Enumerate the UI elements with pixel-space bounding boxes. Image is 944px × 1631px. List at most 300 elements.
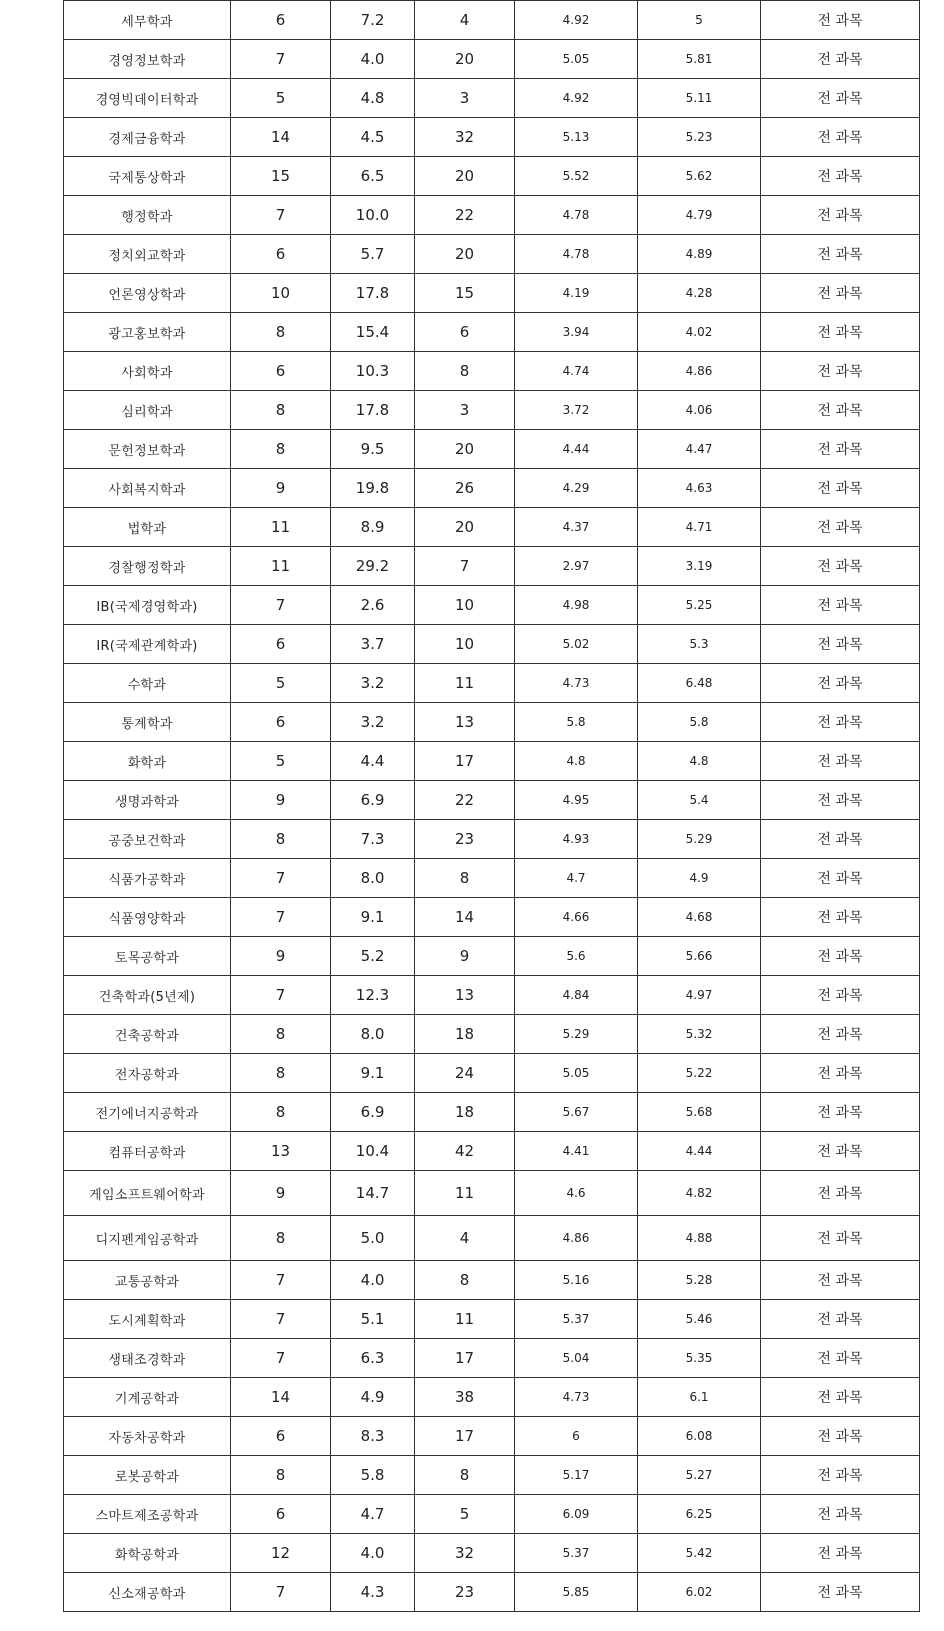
table-row bbox=[64, 625, 920, 664]
admitted-count-cell: 17 bbox=[415, 742, 515, 781]
admitted-count-cell: 17 bbox=[415, 1339, 515, 1378]
admitted-count-cell: 11 bbox=[415, 664, 515, 703]
department-name-cell: 화학공학과 bbox=[64, 1534, 231, 1573]
table-row bbox=[64, 703, 920, 742]
subjects-cell: 전 과목 bbox=[761, 664, 920, 703]
table-row bbox=[64, 547, 920, 586]
grade-cutoff-cell: 5.35 bbox=[638, 1339, 761, 1378]
department-name-cell: 건축공학과 bbox=[64, 1015, 231, 1054]
grade-cutoff-cell: 4.28 bbox=[638, 274, 761, 313]
subjects-cell: 전 과목 bbox=[761, 742, 920, 781]
subjects-cell: 전 과목 bbox=[761, 1261, 920, 1300]
grade-avg-cell: 4.98 bbox=[515, 586, 638, 625]
competition-ratio-cell: 5.7 bbox=[331, 235, 415, 274]
table-row bbox=[64, 1378, 920, 1417]
quota-cell: 8 bbox=[231, 313, 331, 352]
subjects-cell: 전 과목 bbox=[761, 1015, 920, 1054]
competition-ratio-cell: 2.6 bbox=[331, 586, 415, 625]
table-row bbox=[64, 391, 920, 430]
grade-avg-cell: 4.19 bbox=[515, 274, 638, 313]
department-name-cell: 디지펜게임공학과 bbox=[64, 1216, 231, 1261]
grade-avg-cell: 5.6 bbox=[515, 937, 638, 976]
table-row bbox=[64, 508, 920, 547]
department-name-cell: 로봇공학과 bbox=[64, 1456, 231, 1495]
table-row bbox=[64, 1171, 920, 1216]
admitted-count-cell: 15 bbox=[415, 274, 515, 313]
quota-cell: 7 bbox=[231, 898, 331, 937]
grade-avg-cell: 3.72 bbox=[515, 391, 638, 430]
subjects-cell: 전 과목 bbox=[761, 625, 920, 664]
grade-cutoff-cell: 4.97 bbox=[638, 976, 761, 1015]
grade-avg-cell: 5.02 bbox=[515, 625, 638, 664]
grade-avg-cell: 4.29 bbox=[515, 469, 638, 508]
competition-ratio-cell: 8.0 bbox=[331, 859, 415, 898]
grade-avg-cell: 4.92 bbox=[515, 1, 638, 40]
table-row bbox=[64, 859, 920, 898]
table-row bbox=[64, 1132, 920, 1171]
subjects-cell: 전 과목 bbox=[761, 391, 920, 430]
grade-avg-cell: 5.17 bbox=[515, 1456, 638, 1495]
grade-avg-cell: 4.74 bbox=[515, 352, 638, 391]
grade-cutoff-cell: 4.79 bbox=[638, 196, 761, 235]
subjects-cell: 전 과목 bbox=[761, 703, 920, 742]
table-row bbox=[64, 79, 920, 118]
quota-cell: 8 bbox=[231, 1015, 331, 1054]
quota-cell: 15 bbox=[231, 157, 331, 196]
grade-avg-cell: 4.73 bbox=[515, 664, 638, 703]
table-row bbox=[64, 235, 920, 274]
grade-cutoff-cell: 6.25 bbox=[638, 1495, 761, 1534]
competition-ratio-cell: 14.7 bbox=[331, 1171, 415, 1216]
grade-cutoff-cell: 5.32 bbox=[638, 1015, 761, 1054]
grade-avg-cell: 5.67 bbox=[515, 1093, 638, 1132]
admitted-count-cell: 23 bbox=[415, 820, 515, 859]
admitted-count-cell: 4 bbox=[415, 1, 515, 40]
table-row bbox=[64, 898, 920, 937]
grade-cutoff-cell: 5.68 bbox=[638, 1093, 761, 1132]
subjects-cell: 전 과목 bbox=[761, 40, 920, 79]
department-name-cell: 경영정보학과 bbox=[64, 40, 231, 79]
quota-cell: 6 bbox=[231, 625, 331, 664]
quota-cell: 8 bbox=[231, 1456, 331, 1495]
department-name-cell: 국제통상학과 bbox=[64, 157, 231, 196]
competition-ratio-cell: 10.4 bbox=[331, 1132, 415, 1171]
grade-avg-cell: 4.66 bbox=[515, 898, 638, 937]
department-name-cell: 식품가공학과 bbox=[64, 859, 231, 898]
admitted-count-cell: 26 bbox=[415, 469, 515, 508]
admitted-count-cell: 42 bbox=[415, 1132, 515, 1171]
quota-cell: 11 bbox=[231, 547, 331, 586]
grade-cutoff-cell: 5 bbox=[638, 1, 761, 40]
subjects-cell: 전 과목 bbox=[761, 1417, 920, 1456]
table-row bbox=[64, 1, 920, 40]
grade-cutoff-cell: 4.47 bbox=[638, 430, 761, 469]
competition-ratio-cell: 4.3 bbox=[331, 1573, 415, 1612]
grade-avg-cell: 5.05 bbox=[515, 1054, 638, 1093]
grade-cutoff-cell: 5.3 bbox=[638, 625, 761, 664]
subjects-cell: 전 과목 bbox=[761, 586, 920, 625]
subjects-cell: 전 과목 bbox=[761, 1573, 920, 1612]
department-name-cell: 기계공학과 bbox=[64, 1378, 231, 1417]
admitted-count-cell: 5 bbox=[415, 1495, 515, 1534]
admitted-count-cell: 10 bbox=[415, 586, 515, 625]
subjects-cell: 전 과목 bbox=[761, 1054, 920, 1093]
admitted-count-cell: 18 bbox=[415, 1093, 515, 1132]
table-row bbox=[64, 40, 920, 79]
department-name-cell: 생명과학과 bbox=[64, 781, 231, 820]
admitted-count-cell: 23 bbox=[415, 1573, 515, 1612]
table-row bbox=[64, 976, 920, 1015]
grade-avg-cell: 4.86 bbox=[515, 1216, 638, 1261]
department-name-cell: 화학과 bbox=[64, 742, 231, 781]
subjects-cell: 전 과목 bbox=[761, 313, 920, 352]
grade-cutoff-cell: 4.02 bbox=[638, 313, 761, 352]
department-name-cell: 도시계획학과 bbox=[64, 1300, 231, 1339]
admitted-count-cell: 7 bbox=[415, 547, 515, 586]
quota-cell: 5 bbox=[231, 664, 331, 703]
competition-ratio-cell: 19.8 bbox=[331, 469, 415, 508]
admitted-count-cell: 38 bbox=[415, 1378, 515, 1417]
grade-cutoff-cell: 4.8 bbox=[638, 742, 761, 781]
table-row bbox=[64, 1015, 920, 1054]
quota-cell: 6 bbox=[231, 352, 331, 391]
quota-cell: 9 bbox=[231, 1171, 331, 1216]
quota-cell: 5 bbox=[231, 79, 331, 118]
department-name-cell: 통계학과 bbox=[64, 703, 231, 742]
competition-ratio-cell: 17.8 bbox=[331, 391, 415, 430]
admitted-count-cell: 8 bbox=[415, 1261, 515, 1300]
admitted-count-cell: 11 bbox=[415, 1300, 515, 1339]
competition-ratio-cell: 4.0 bbox=[331, 1534, 415, 1573]
grade-avg-cell: 4.84 bbox=[515, 976, 638, 1015]
grade-avg-cell: 5.52 bbox=[515, 157, 638, 196]
department-name-cell: 생태조경학과 bbox=[64, 1339, 231, 1378]
admitted-count-cell: 13 bbox=[415, 976, 515, 1015]
department-name-cell: 경찰행정학과 bbox=[64, 547, 231, 586]
grade-avg-cell: 4.6 bbox=[515, 1171, 638, 1216]
subjects-cell: 전 과목 bbox=[761, 1300, 920, 1339]
quota-cell: 8 bbox=[231, 1093, 331, 1132]
table-row bbox=[64, 1216, 920, 1261]
subjects-cell: 전 과목 bbox=[761, 469, 920, 508]
subjects-cell: 전 과목 bbox=[761, 1, 920, 40]
subjects-cell: 전 과목 bbox=[761, 508, 920, 547]
grade-cutoff-cell: 5.27 bbox=[638, 1456, 761, 1495]
competition-ratio-cell: 17.8 bbox=[331, 274, 415, 313]
quota-cell: 12 bbox=[231, 1534, 331, 1573]
grade-cutoff-cell: 5.4 bbox=[638, 781, 761, 820]
grade-cutoff-cell: 6.08 bbox=[638, 1417, 761, 1456]
competition-ratio-cell: 3.7 bbox=[331, 625, 415, 664]
subjects-cell: 전 과목 bbox=[761, 937, 920, 976]
grade-avg-cell: 2.97 bbox=[515, 547, 638, 586]
table-row bbox=[64, 1054, 920, 1093]
subjects-cell: 전 과목 bbox=[761, 1495, 920, 1534]
subjects-cell: 전 과목 bbox=[761, 1339, 920, 1378]
quota-cell: 9 bbox=[231, 781, 331, 820]
department-name-cell: 수학과 bbox=[64, 664, 231, 703]
department-name-cell: 컴퓨터공학과 bbox=[64, 1132, 231, 1171]
table-row bbox=[64, 664, 920, 703]
grade-avg-cell: 4.92 bbox=[515, 79, 638, 118]
department-name-cell: 자동차공학과 bbox=[64, 1417, 231, 1456]
grade-cutoff-cell: 4.9 bbox=[638, 859, 761, 898]
grade-cutoff-cell: 3.19 bbox=[638, 547, 761, 586]
grade-cutoff-cell: 4.68 bbox=[638, 898, 761, 937]
competition-ratio-cell: 8.0 bbox=[331, 1015, 415, 1054]
quota-cell: 8 bbox=[231, 820, 331, 859]
table-row bbox=[64, 274, 920, 313]
quota-cell: 7 bbox=[231, 586, 331, 625]
grade-avg-cell: 4.8 bbox=[515, 742, 638, 781]
competition-ratio-cell: 15.4 bbox=[331, 313, 415, 352]
subjects-cell: 전 과목 bbox=[761, 820, 920, 859]
quota-cell: 14 bbox=[231, 1378, 331, 1417]
competition-ratio-cell: 3.2 bbox=[331, 664, 415, 703]
admitted-count-cell: 14 bbox=[415, 898, 515, 937]
department-name-cell: 전기에너지공학과 bbox=[64, 1093, 231, 1132]
quota-cell: 7 bbox=[231, 1573, 331, 1612]
admitted-count-cell: 8 bbox=[415, 352, 515, 391]
table-row bbox=[64, 781, 920, 820]
table-row bbox=[64, 1456, 920, 1495]
grade-cutoff-cell: 5.81 bbox=[638, 40, 761, 79]
grade-cutoff-cell: 5.11 bbox=[638, 79, 761, 118]
quota-cell: 11 bbox=[231, 508, 331, 547]
table-row bbox=[64, 118, 920, 157]
grade-avg-cell: 4.41 bbox=[515, 1132, 638, 1171]
competition-ratio-cell: 5.0 bbox=[331, 1216, 415, 1261]
grade-avg-cell: 5.16 bbox=[515, 1261, 638, 1300]
subjects-cell: 전 과목 bbox=[761, 1534, 920, 1573]
grade-avg-cell: 4.37 bbox=[515, 508, 638, 547]
subjects-cell: 전 과목 bbox=[761, 1216, 920, 1261]
competition-ratio-cell: 6.5 bbox=[331, 157, 415, 196]
quota-cell: 9 bbox=[231, 469, 331, 508]
quota-cell: 6 bbox=[231, 1495, 331, 1534]
competition-ratio-cell: 10.3 bbox=[331, 352, 415, 391]
department-name-cell: 전자공학과 bbox=[64, 1054, 231, 1093]
competition-ratio-cell: 7.3 bbox=[331, 820, 415, 859]
grade-avg-cell: 6.09 bbox=[515, 1495, 638, 1534]
department-name-cell: 언론영상학과 bbox=[64, 274, 231, 313]
grade-cutoff-cell: 4.82 bbox=[638, 1171, 761, 1216]
subjects-cell: 전 과목 bbox=[761, 79, 920, 118]
admitted-count-cell: 8 bbox=[415, 1456, 515, 1495]
quota-cell: 6 bbox=[231, 1, 331, 40]
grade-cutoff-cell: 5.66 bbox=[638, 937, 761, 976]
table-row bbox=[64, 937, 920, 976]
table-row bbox=[64, 157, 920, 196]
competition-ratio-cell: 4.8 bbox=[331, 79, 415, 118]
department-name-cell: 공중보건학과 bbox=[64, 820, 231, 859]
admitted-count-cell: 17 bbox=[415, 1417, 515, 1456]
table-row bbox=[64, 196, 920, 235]
subjects-cell: 전 과목 bbox=[761, 118, 920, 157]
department-name-cell: 사회학과 bbox=[64, 352, 231, 391]
subjects-cell: 전 과목 bbox=[761, 196, 920, 235]
competition-ratio-cell: 6.9 bbox=[331, 1093, 415, 1132]
table-row bbox=[64, 742, 920, 781]
grade-cutoff-cell: 4.71 bbox=[638, 508, 761, 547]
department-name-cell: 토목공학과 bbox=[64, 937, 231, 976]
grade-avg-cell: 5.13 bbox=[515, 118, 638, 157]
subjects-cell: 전 과목 bbox=[761, 1378, 920, 1417]
grade-cutoff-cell: 4.63 bbox=[638, 469, 761, 508]
admitted-count-cell: 10 bbox=[415, 625, 515, 664]
competition-ratio-cell: 4.5 bbox=[331, 118, 415, 157]
grade-avg-cell: 5.05 bbox=[515, 40, 638, 79]
table-row bbox=[64, 1417, 920, 1456]
grade-avg-cell: 5.85 bbox=[515, 1573, 638, 1612]
quota-cell: 14 bbox=[231, 118, 331, 157]
quota-cell: 7 bbox=[231, 40, 331, 79]
competition-ratio-cell: 4.7 bbox=[331, 1495, 415, 1534]
table-row bbox=[64, 430, 920, 469]
grade-avg-cell: 6 bbox=[515, 1417, 638, 1456]
grade-avg-cell: 5.8 bbox=[515, 703, 638, 742]
admitted-count-cell: 32 bbox=[415, 118, 515, 157]
competition-ratio-cell: 5.8 bbox=[331, 1456, 415, 1495]
department-name-cell: 경영빅데이터학과 bbox=[64, 79, 231, 118]
competition-ratio-cell: 8.3 bbox=[331, 1417, 415, 1456]
grade-cutoff-cell: 5.46 bbox=[638, 1300, 761, 1339]
subjects-cell: 전 과목 bbox=[761, 976, 920, 1015]
quota-cell: 8 bbox=[231, 1216, 331, 1261]
grade-cutoff-cell: 6.1 bbox=[638, 1378, 761, 1417]
grade-avg-cell: 5.37 bbox=[515, 1300, 638, 1339]
department-name-cell: 신소재공학과 bbox=[64, 1573, 231, 1612]
table-row bbox=[64, 469, 920, 508]
table-row bbox=[64, 1261, 920, 1300]
department-name-cell: 스마트제조공학과 bbox=[64, 1495, 231, 1534]
admitted-count-cell: 18 bbox=[415, 1015, 515, 1054]
admitted-count-cell: 24 bbox=[415, 1054, 515, 1093]
competition-ratio-cell: 3.2 bbox=[331, 703, 415, 742]
admitted-count-cell: 4 bbox=[415, 1216, 515, 1261]
quota-cell: 7 bbox=[231, 1300, 331, 1339]
grade-avg-cell: 4.93 bbox=[515, 820, 638, 859]
admitted-count-cell: 8 bbox=[415, 859, 515, 898]
quota-cell: 6 bbox=[231, 1417, 331, 1456]
grade-cutoff-cell: 5.8 bbox=[638, 703, 761, 742]
competition-ratio-cell: 6.9 bbox=[331, 781, 415, 820]
admitted-count-cell: 20 bbox=[415, 430, 515, 469]
department-name-cell: 사회복지학과 bbox=[64, 469, 231, 508]
subjects-cell: 전 과목 bbox=[761, 430, 920, 469]
table-row bbox=[64, 1300, 920, 1339]
competition-ratio-cell: 4.9 bbox=[331, 1378, 415, 1417]
admitted-count-cell: 9 bbox=[415, 937, 515, 976]
quota-cell: 7 bbox=[231, 859, 331, 898]
quota-cell: 8 bbox=[231, 1054, 331, 1093]
grade-avg-cell: 4.44 bbox=[515, 430, 638, 469]
table-row bbox=[64, 352, 920, 391]
grade-cutoff-cell: 4.86 bbox=[638, 352, 761, 391]
grade-avg-cell: 4.95 bbox=[515, 781, 638, 820]
grade-avg-cell: 3.94 bbox=[515, 313, 638, 352]
competition-ratio-cell: 7.2 bbox=[331, 1, 415, 40]
quota-cell: 7 bbox=[231, 1261, 331, 1300]
department-name-cell: 세무학과 bbox=[64, 1, 231, 40]
grade-cutoff-cell: 6.48 bbox=[638, 664, 761, 703]
admitted-count-cell: 6 bbox=[415, 313, 515, 352]
quota-cell: 7 bbox=[231, 976, 331, 1015]
department-name-cell: 정치외교학과 bbox=[64, 235, 231, 274]
department-name-cell: 식품영양학과 bbox=[64, 898, 231, 937]
subjects-cell: 전 과목 bbox=[761, 781, 920, 820]
grade-avg-cell: 4.7 bbox=[515, 859, 638, 898]
quota-cell: 6 bbox=[231, 703, 331, 742]
grade-cutoff-cell: 5.29 bbox=[638, 820, 761, 859]
department-name-cell: 심리학과 bbox=[64, 391, 231, 430]
quota-cell: 7 bbox=[231, 196, 331, 235]
admitted-count-cell: 20 bbox=[415, 235, 515, 274]
competition-ratio-cell: 12.3 bbox=[331, 976, 415, 1015]
subjects-cell: 전 과목 bbox=[761, 1171, 920, 1216]
subjects-cell: 전 과목 bbox=[761, 859, 920, 898]
grade-cutoff-cell: 5.62 bbox=[638, 157, 761, 196]
table-row bbox=[64, 1339, 920, 1378]
admitted-count-cell: 20 bbox=[415, 157, 515, 196]
subjects-cell: 전 과목 bbox=[761, 1456, 920, 1495]
table-row bbox=[64, 1573, 920, 1612]
grade-cutoff-cell: 5.28 bbox=[638, 1261, 761, 1300]
grade-cutoff-cell: 5.22 bbox=[638, 1054, 761, 1093]
department-name-cell: 건축학과(5년제) bbox=[64, 976, 231, 1015]
admitted-count-cell: 20 bbox=[415, 40, 515, 79]
admitted-count-cell: 22 bbox=[415, 196, 515, 235]
table-row bbox=[64, 313, 920, 352]
quota-cell: 13 bbox=[231, 1132, 331, 1171]
competition-ratio-cell: 5.2 bbox=[331, 937, 415, 976]
admitted-count-cell: 20 bbox=[415, 508, 515, 547]
quota-cell: 8 bbox=[231, 391, 331, 430]
subjects-cell: 전 과목 bbox=[761, 898, 920, 937]
quota-cell: 5 bbox=[231, 742, 331, 781]
department-name-cell: 문헌정보학과 bbox=[64, 430, 231, 469]
grade-cutoff-cell: 4.06 bbox=[638, 391, 761, 430]
subjects-cell: 전 과목 bbox=[761, 352, 920, 391]
grade-avg-cell: 5.04 bbox=[515, 1339, 638, 1378]
quota-cell: 6 bbox=[231, 235, 331, 274]
competition-ratio-cell: 4.0 bbox=[331, 1261, 415, 1300]
table-row bbox=[64, 586, 920, 625]
competition-ratio-cell: 9.5 bbox=[331, 430, 415, 469]
subjects-cell: 전 과목 bbox=[761, 235, 920, 274]
department-name-cell: 게임소프트웨어학과 bbox=[64, 1171, 231, 1216]
department-name-cell: 광고홍보학과 bbox=[64, 313, 231, 352]
grade-cutoff-cell: 4.44 bbox=[638, 1132, 761, 1171]
competition-ratio-cell: 8.9 bbox=[331, 508, 415, 547]
admitted-count-cell: 3 bbox=[415, 79, 515, 118]
table-row bbox=[64, 820, 920, 859]
grade-avg-cell: 4.78 bbox=[515, 196, 638, 235]
department-name-cell: IR(국제관계학과) bbox=[64, 625, 231, 664]
competition-ratio-cell: 6.3 bbox=[331, 1339, 415, 1378]
competition-ratio-cell: 29.2 bbox=[331, 547, 415, 586]
admissions-table bbox=[63, 0, 920, 1612]
subjects-cell: 전 과목 bbox=[761, 1132, 920, 1171]
competition-ratio-cell: 9.1 bbox=[331, 898, 415, 937]
table-row bbox=[64, 1534, 920, 1573]
quota-cell: 7 bbox=[231, 1339, 331, 1378]
admitted-count-cell: 13 bbox=[415, 703, 515, 742]
competition-ratio-cell: 5.1 bbox=[331, 1300, 415, 1339]
grade-avg-cell: 5.29 bbox=[515, 1015, 638, 1054]
department-name-cell: 행정학과 bbox=[64, 196, 231, 235]
admitted-count-cell: 3 bbox=[415, 391, 515, 430]
